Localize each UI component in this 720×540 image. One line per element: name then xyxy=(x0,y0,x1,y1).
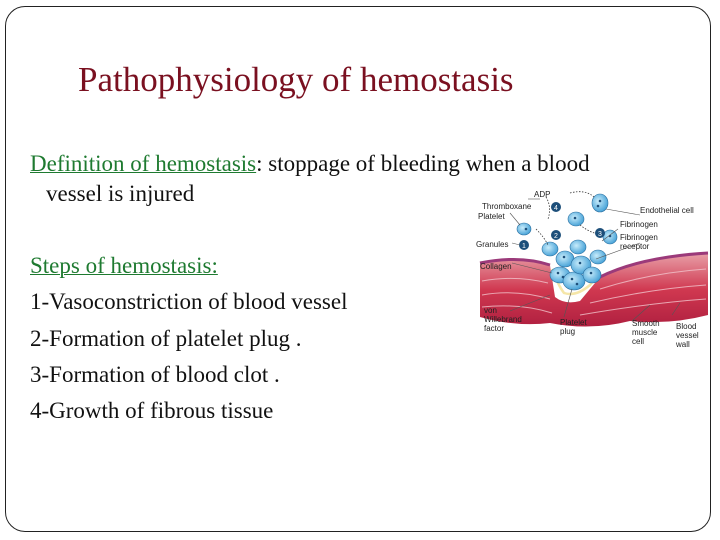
definition-line-1 xyxy=(30,151,590,177)
label-vessel-wall-1: Blood xyxy=(676,322,697,331)
label-adp: ADP xyxy=(534,190,551,199)
label-platelet: Platelet xyxy=(478,212,505,221)
svg-text:4: 4 xyxy=(554,205,558,212)
definition-term: Definition of hemostasis xyxy=(30,151,257,176)
step-item-3: 3-Formation of blood clot . xyxy=(30,362,280,387)
hemostasis-diagram xyxy=(440,185,710,357)
definition-text-1: stoppage of bleeding when a blood xyxy=(262,151,590,176)
label-fibrinogen-receptor-1: Fibrinogen xyxy=(620,233,658,242)
label-platelet-plug-2: plug xyxy=(560,327,576,336)
label-fibrinogen: Fibrinogen xyxy=(620,220,658,229)
definition-colon: : xyxy=(256,151,263,176)
label-smooth-muscle-1: Smooth xyxy=(632,319,660,328)
steps-heading: Steps of hemostasis: xyxy=(30,253,218,278)
label-thromboxane: Thromboxane xyxy=(482,202,532,211)
label-platelet-plug-1: Platelet xyxy=(560,318,587,327)
label-vwf-1: von xyxy=(484,306,497,315)
label-collagen: Collagen xyxy=(480,262,512,271)
step-markers xyxy=(519,202,605,250)
definition-line-2: vessel is injured xyxy=(46,181,195,206)
label-fibrinogen-receptor-2: receptor xyxy=(620,242,650,251)
step-item-4: 4-Growth of fibrous tissue xyxy=(30,398,274,423)
svg-text:1: 1 xyxy=(522,243,526,250)
step-item-2: 2-Formation of platelet plug . xyxy=(30,326,302,351)
label-vessel-wall-3: wall xyxy=(676,340,690,349)
label-granules: Granules xyxy=(476,240,509,249)
label-smooth-muscle-2: muscle xyxy=(632,328,658,337)
label-smooth-muscle-3: cell xyxy=(632,337,645,346)
slide-title: Pathophysiology of hemostasis xyxy=(78,60,514,99)
label-vwf-2: Willebrand xyxy=(484,315,522,324)
label-endothelial-cell: Endothelial cell xyxy=(640,206,694,215)
svg-text:3: 3 xyxy=(598,231,602,238)
label-vessel-wall-2: vessel xyxy=(676,331,699,340)
label-vwf-3: factor xyxy=(484,324,505,333)
svg-text:2: 2 xyxy=(554,233,558,240)
step-item-1: 1-Vasoconstriction of blood vessel xyxy=(30,289,348,314)
